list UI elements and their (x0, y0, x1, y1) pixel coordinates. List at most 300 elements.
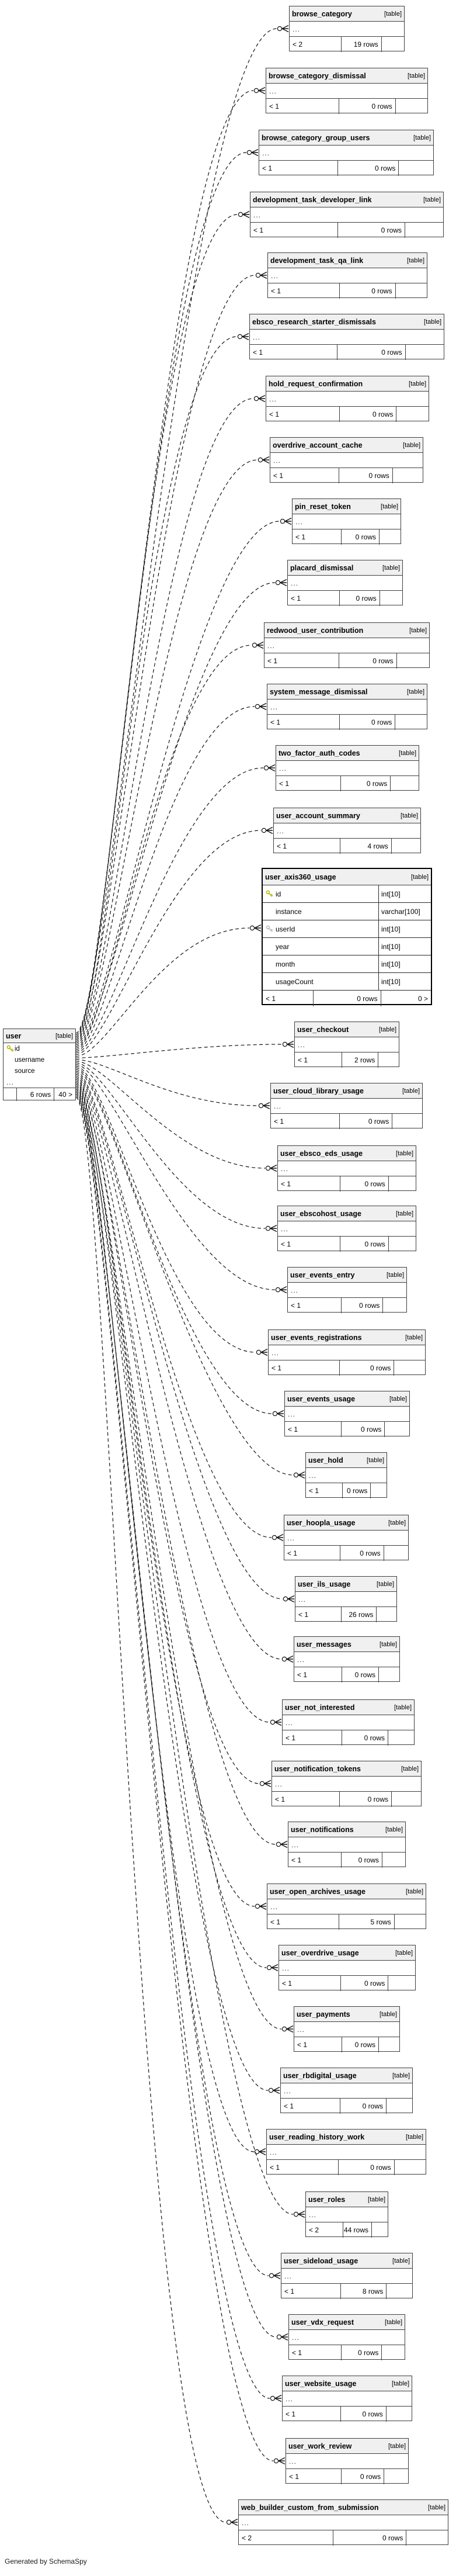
table-type-label: [table] (396, 1210, 413, 1217)
edge-path (76, 399, 253, 1043)
crowfoot-icon (264, 1781, 271, 1787)
child-count (394, 2160, 426, 2175)
generated-by-note: Generated by SchemaSpy (5, 2557, 87, 2565)
table-type-label: [table] (388, 2442, 406, 2450)
table-name[interactable]: user_rbdigital_usage (283, 2071, 357, 2080)
table-name[interactable]: browse_category_dismissal (269, 71, 366, 80)
child-count (388, 1976, 415, 1991)
table-header (294, 2007, 399, 2022)
relationship-edge (76, 1078, 271, 1786)
edge-zero-circle-icon (269, 2088, 273, 2092)
parent-count: < 1 (271, 287, 281, 295)
child-count (396, 407, 429, 422)
table-name[interactable]: hold_request_confirmation (269, 379, 363, 388)
parent-count: < 1 (291, 1301, 301, 1310)
table-node (294, 1636, 400, 1682)
parent-count: < 1 (297, 2041, 308, 2049)
crowfoot-icon (266, 827, 273, 834)
table-footer (295, 1052, 399, 1068)
child-count (384, 2469, 408, 2484)
table-footer (288, 1297, 406, 1313)
crowfoot-icon (260, 272, 267, 279)
table-footer (274, 838, 420, 854)
table-footer (306, 2222, 388, 2238)
table-footer (267, 1914, 426, 1930)
table-node (305, 2191, 388, 2237)
table-footer (266, 98, 427, 114)
edge-path (76, 460, 257, 1045)
table-type-label: [table] (55, 1032, 73, 1040)
edge-path (76, 153, 246, 1037)
column-type: int[10] (378, 885, 431, 902)
table-header (294, 1637, 399, 1652)
table-name[interactable]: two_factor_auth_codes (279, 749, 360, 757)
table-name[interactable]: system_message_dismissal (270, 687, 368, 696)
edge-zero-circle-icon (273, 1411, 277, 1415)
column-row (263, 920, 431, 938)
table-footer (264, 653, 429, 669)
parent-count: < 1 (284, 2287, 295, 2295)
parent-count: < 1 (297, 1671, 308, 1679)
edge-path (76, 707, 255, 1051)
columns-ellipsis: ... (291, 1840, 300, 1849)
row-count: 0 rows (337, 223, 405, 238)
crowfoot-icon (261, 1349, 267, 1356)
edge-zero-circle-icon (276, 580, 280, 584)
table-footer (270, 468, 423, 483)
row-count: 0 rows (338, 2160, 394, 2175)
crowfoot-icon (242, 334, 249, 340)
row-count: 2 rows (342, 1052, 378, 1068)
crowfoot-icon (285, 518, 291, 525)
columns-ellipsis: ... (297, 1655, 305, 1664)
child-count (405, 345, 444, 360)
key-cell (5, 1045, 15, 1052)
table-name[interactable]: user_open_archives_usage (270, 1887, 365, 1896)
edge-zero-circle-icon (294, 2212, 298, 2216)
edge-path (76, 1068, 272, 1414)
child-count (382, 1853, 405, 1868)
table-node-focus (262, 868, 432, 1005)
edge-zero-circle-icon (274, 2459, 278, 2463)
table-name[interactable]: ebsco_research_starter_dismissals (252, 317, 376, 326)
row-count: 0 rows (341, 2469, 384, 2484)
crowfoot-icon (270, 1165, 277, 1172)
row-count: 0 rows (340, 1237, 388, 1252)
table-node (277, 1145, 416, 1191)
crowfoot-icon (287, 2026, 293, 2033)
edge-path (76, 1081, 255, 1906)
row-count: 0 rows (342, 2037, 378, 2052)
table-type-label: [table] (424, 318, 441, 326)
edge-zero-circle-icon (262, 828, 266, 832)
columns-ellipsis: ... (262, 148, 270, 157)
relationship-edge (76, 518, 291, 1047)
row-count: 0 rows (339, 1114, 392, 1129)
edge-path (76, 1097, 226, 2522)
table-name[interactable]: pin_reset_token (295, 502, 351, 511)
relationship-edge (76, 1065, 287, 1293)
table-type-label: [table] (401, 812, 418, 819)
table-name[interactable]: user_axis360_usage (265, 872, 336, 881)
columns-ellipsis: ... (284, 2272, 293, 2280)
column-row (263, 885, 431, 903)
parent-count: < 1 (298, 1611, 309, 1619)
table-type-label: [table] (379, 1026, 396, 1033)
table-name[interactable]: user_notification_tokens (274, 1764, 361, 1773)
parent-count: < 1 (298, 1056, 308, 1064)
relationship-edge (76, 396, 265, 1043)
table-name[interactable]: user_payments (297, 2010, 350, 2018)
child-count (392, 1114, 422, 1129)
table-footer (271, 1113, 422, 1129)
columns-ellipsis: ... (309, 1471, 317, 1480)
table-header (290, 6, 404, 22)
table-name[interactable]: user_roles (308, 2195, 346, 2204)
child-count (398, 161, 433, 176)
row-count: 0 rows (341, 1853, 382, 1868)
row-count: 0 rows (339, 1792, 391, 1807)
child-count (382, 1298, 406, 1313)
table-name[interactable]: user (6, 1031, 22, 1040)
table-type-label: [table] (423, 196, 441, 203)
columns-ellipsis: ... (270, 1902, 279, 1911)
table-node (273, 808, 421, 853)
parent-count: < 1 (271, 1364, 282, 1372)
key-cell (263, 885, 276, 902)
table-name[interactable]: user_account_summary (276, 811, 360, 820)
table-header (270, 438, 423, 453)
columns-ellipsis: ... (292, 2333, 300, 2342)
parent-count: < 1 (282, 1979, 293, 1988)
relationship-edge (76, 457, 269, 1045)
edge-zero-circle-icon (267, 1965, 271, 1969)
table-name[interactable]: development_task_qa_link (270, 256, 364, 265)
table-footer (284, 1545, 408, 1561)
table-footer (267, 714, 427, 730)
key-cell (263, 903, 276, 920)
column-row (4, 1054, 75, 1065)
table-type-label: [table] (377, 1580, 394, 1588)
child-count (392, 468, 423, 483)
edge-zero-circle-icon (270, 1720, 274, 1724)
key-cell (263, 955, 276, 972)
crowfoot-icon (279, 2458, 285, 2464)
table-type-label: [table] (407, 257, 424, 264)
column-name: instance (276, 907, 302, 916)
columns-ellipsis: ... (287, 1533, 295, 1542)
table-name[interactable]: user_ebsco_eds_usage (280, 1149, 363, 1158)
relationship-edge (76, 1096, 285, 2464)
edge-zero-circle-icon (276, 1287, 280, 1292)
relationship-edge (76, 1076, 281, 1725)
table-name[interactable]: placard_dismissal (290, 563, 354, 572)
column-name: id (276, 889, 281, 898)
table-footer (289, 2345, 405, 2360)
table-node (268, 1329, 426, 1375)
edge-path (76, 214, 238, 1038)
parent-count: < 1 (286, 2410, 296, 2418)
crowfoot-icon (259, 2149, 266, 2155)
table-footer (259, 160, 433, 176)
table-node (270, 437, 423, 483)
table-type-label: [table] (411, 873, 429, 881)
table-footer (272, 1791, 421, 1807)
table-name[interactable]: development_task_developer_link (253, 195, 372, 204)
edge-zero-circle-icon (266, 1166, 270, 1170)
table-type-label: [table] (407, 688, 424, 695)
parent-count: < 1 (273, 472, 284, 480)
relationship-edge (76, 1041, 294, 1058)
parent-count: < 1 (281, 1180, 291, 1188)
row-count: 0 rows (342, 1483, 370, 1498)
crowfoot-icon (259, 88, 265, 94)
table-node (284, 1391, 410, 1436)
columns-ellipsis: ... (271, 271, 279, 280)
table-type-label: [table] (389, 1395, 407, 1403)
row-count: 0 rows (313, 991, 380, 1006)
crowfoot-icon (271, 1965, 278, 1971)
columns-ellipsis: ... (6, 1078, 15, 1086)
child-count (378, 1667, 399, 1682)
crowfoot-icon (275, 1719, 281, 1726)
table-name[interactable]: web_builder_custom_from_submission (241, 2503, 379, 2512)
table-node (276, 745, 419, 791)
child-count (371, 2222, 388, 2238)
child-count (378, 2037, 399, 2052)
table-node (287, 1267, 407, 1313)
relationship-edge (76, 827, 273, 1055)
table-type-label: [table] (401, 1765, 419, 1772)
table-name[interactable]: user_cloud_library_usage (273, 1086, 364, 1095)
child-count (395, 715, 427, 730)
edge-path (76, 1083, 266, 1968)
crowfoot-icon (298, 1472, 305, 1479)
edge-zero-circle-icon (269, 2273, 273, 2277)
row-count: 4 rows (340, 839, 391, 854)
table-footer (278, 1176, 416, 1192)
relationship-edge (76, 704, 266, 1052)
table-node (266, 68, 428, 113)
table-type-label: [table] (392, 2380, 409, 2387)
table-header (263, 869, 431, 885)
table-footer (278, 1236, 416, 1252)
relationship-edge (76, 1084, 293, 2032)
crowfoot-icon (243, 212, 249, 218)
table-name[interactable]: browse_category (292, 9, 352, 18)
table-node (266, 376, 429, 421)
edge-zero-circle-icon (259, 1103, 263, 1107)
column-name: usageCount (276, 977, 314, 986)
table-name[interactable]: user_ils_usage (298, 1580, 351, 1588)
edge-zero-circle-icon (255, 1904, 259, 1908)
columns-ellipsis: ... (297, 2025, 305, 2034)
column-type: int[10] (378, 920, 431, 937)
table-name[interactable]: user_overdrive_usage (281, 1948, 359, 1957)
columns-ellipsis: ... (282, 1964, 290, 1972)
table-type-label: [table] (402, 1087, 420, 1095)
parent-count: < 1 (275, 1795, 286, 1803)
row-count: 0 rows (340, 776, 390, 791)
crowfoot-icon (275, 2395, 281, 2402)
table-name[interactable]: user_vdx_request (291, 2318, 354, 2326)
table-name[interactable]: user_events_usage (287, 1394, 356, 1403)
parent-count: < 2 (309, 2226, 319, 2234)
relationship-edge (76, 925, 261, 1057)
table-node (289, 6, 405, 51)
table-footer (250, 222, 443, 238)
table-node (267, 684, 427, 729)
crowfoot-icon (260, 1903, 266, 1910)
parent-count: < 1 (291, 1856, 302, 1864)
edge-zero-circle-icon (256, 273, 260, 277)
table-name[interactable]: user_hold (308, 1456, 343, 1464)
row-count: 0 rows (340, 1976, 388, 1991)
child-count (396, 653, 429, 669)
table-name[interactable]: user_reading_history_work (269, 2132, 365, 2141)
edge-zero-circle-icon (258, 458, 262, 462)
parent-count: < 1 (295, 533, 306, 541)
columns-ellipsis: ... (309, 2210, 317, 2219)
table-node (279, 1945, 416, 1990)
row-count: 0 rows (341, 529, 379, 545)
columns-ellipsis: ... (277, 826, 285, 835)
child-count (388, 1176, 416, 1192)
table-type-label: [table] (381, 503, 398, 510)
column-name: source (15, 1067, 35, 1075)
edge-zero-circle-icon (260, 1781, 264, 1785)
child-count (386, 2284, 412, 2299)
row-count: 5 rows (339, 1914, 394, 1930)
table-name[interactable]: user_not_interested (285, 1703, 355, 1712)
table-name[interactable]: user_website_usage (285, 2379, 357, 2388)
table-header (293, 499, 401, 514)
table-footer (269, 1360, 425, 1376)
child-count (406, 2530, 448, 2546)
table-type-label: [table] (380, 1640, 397, 1648)
table-name[interactable]: user_notifications (291, 1825, 354, 1834)
crowfoot-icon (281, 2334, 288, 2340)
table-header (4, 1029, 75, 1043)
table-header (283, 1700, 414, 1715)
row-count: 6 rows (16, 1088, 54, 1101)
table-header (279, 1945, 415, 1961)
crowfoot-icon (269, 765, 275, 771)
table-footer (288, 590, 402, 606)
table-node (266, 2129, 426, 2175)
table-node (281, 2253, 413, 2298)
child-count (381, 37, 404, 52)
row-count: 0 rows (339, 407, 396, 422)
crowfoot-icon (231, 2519, 238, 2526)
table-name[interactable]: user_hoopla_usage (287, 1518, 356, 1527)
column-row (263, 973, 431, 991)
table-type-label: [table] (405, 1334, 423, 1341)
edge-path (76, 1093, 276, 2337)
primary-key-icon (6, 1045, 14, 1052)
edge-path (76, 1086, 268, 2090)
table-name[interactable]: user_work_review (288, 2442, 352, 2450)
edge-path (76, 1061, 265, 1168)
parent-count: < 1 (266, 994, 276, 1003)
table-header (295, 1022, 399, 1037)
table-footer (283, 2406, 412, 2422)
table-name[interactable]: user_events_registrations (271, 1333, 362, 1342)
parent-count: < 1 (253, 348, 263, 356)
table-type-label: [table] (387, 1271, 404, 1279)
table-footer (285, 1421, 409, 1437)
key-cell (263, 920, 276, 937)
column-type: int[10] (378, 938, 431, 955)
table-name[interactable]: user_events_entry (290, 1270, 355, 1279)
columns-ellipsis: ... (295, 517, 304, 526)
child-count: 40 > (54, 1088, 75, 1101)
table-footer (306, 1483, 387, 1498)
edge-path (76, 521, 280, 1047)
table-footer (276, 775, 419, 791)
crowfoot-icon (287, 1041, 294, 1048)
edge-zero-circle-icon (282, 2027, 286, 2031)
row-count: 0 rows (339, 653, 396, 669)
table-type-label: [table] (403, 441, 420, 449)
table-node (267, 252, 427, 298)
child-count (376, 1607, 396, 1622)
edge-path (76, 830, 261, 1055)
table-type-label: [table] (388, 1519, 406, 1526)
table-header (259, 130, 433, 146)
edge-zero-circle-icon (277, 26, 281, 30)
key-cell (263, 938, 276, 955)
table-node (284, 1515, 409, 1560)
table-name[interactable]: user_checkout (297, 1025, 349, 1034)
table-header (266, 376, 429, 392)
table-header (250, 192, 443, 207)
table-header (267, 1884, 426, 1899)
parent-count (4, 1088, 16, 1101)
edge-path (76, 1094, 270, 2398)
table-footer (283, 1730, 414, 1746)
row-count: 19 rows (341, 37, 381, 52)
table-name[interactable]: browse_category_group_users (262, 133, 370, 142)
table-footer (268, 283, 427, 299)
column-type: int[10] (378, 973, 431, 990)
edge-zero-circle-icon (283, 1597, 287, 1601)
table-name[interactable]: user_ebscohost_usage (280, 1209, 361, 1218)
edge-path (76, 1069, 293, 1475)
relationship-edge (76, 1061, 277, 1172)
table-name[interactable]: overdrive_account_cache (273, 441, 363, 449)
edge-zero-circle-icon (264, 766, 268, 770)
table-type-label: [table] (406, 1888, 423, 1895)
table-name[interactable]: user_sideload_usage (284, 2256, 358, 2265)
relationship-edge (76, 26, 288, 1034)
edge-zero-circle-icon (270, 2396, 274, 2400)
child-count (386, 2099, 412, 2114)
columns-ellipsis: ... (284, 2086, 292, 2095)
crowfoot-icon (277, 1535, 283, 1541)
relationship-edge (76, 212, 249, 1038)
relationship-edge (76, 1089, 305, 2218)
child-count (384, 1422, 409, 1437)
table-type-label: [table] (380, 2010, 397, 2018)
parent-count: < 1 (267, 657, 278, 665)
table-name[interactable]: user_messages (297, 1640, 351, 1649)
table-name[interactable]: redwood_user_contribution (267, 626, 364, 635)
table-footer (290, 36, 404, 52)
table-node (288, 2314, 405, 2360)
table-header (278, 1146, 416, 1161)
edge-zero-circle-icon (280, 519, 284, 523)
